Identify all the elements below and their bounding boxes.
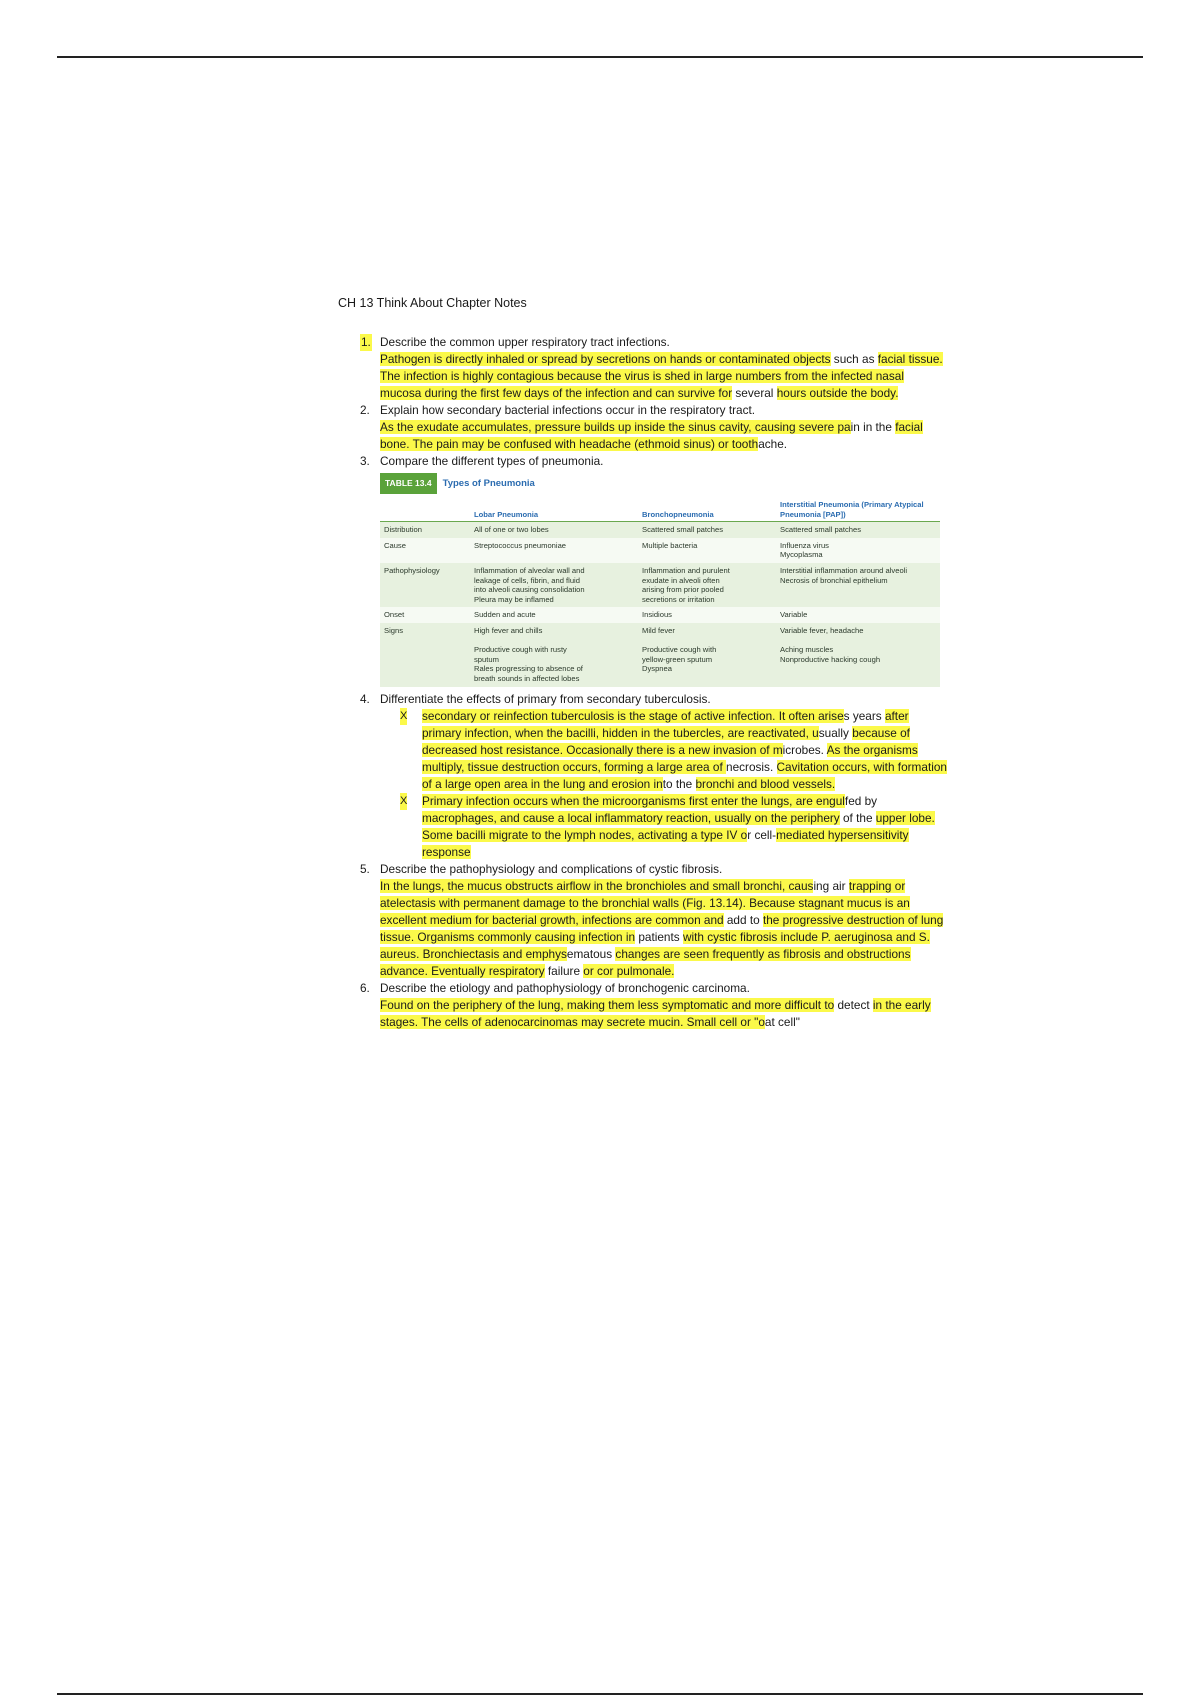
- table-cell-line: secretions or irritation: [642, 594, 715, 604]
- table-cell: [470, 522, 638, 538]
- table-row-label: Distribution: [380, 522, 470, 538]
- answer-plain: r cell-: [747, 827, 777, 842]
- question-number: 3.: [360, 454, 370, 468]
- highlight: Primary infection occurs when the microorganisms first enter the lungs, are engul: [422, 793, 845, 808]
- table-cell-line: High fever and chills: [474, 625, 543, 635]
- highlight: upper lobe. Some bacilli migrate to the lymph nodes, activating a type IV o: [422, 810, 935, 842]
- answer-plain: add to: [723, 912, 763, 927]
- table-cell-line: Rales progressing to absence of: [474, 664, 583, 674]
- table-cell-line: Influenza virus: [780, 540, 829, 550]
- table-cell-line: Interstitial inflammation around alveoli: [780, 565, 908, 575]
- question-number: 1.: [361, 335, 371, 349]
- question-text: Describe the pathophysiology and complications of cystic fibrosis.: [380, 861, 723, 876]
- table-row: [380, 623, 940, 687]
- sub-list: [380, 708, 948, 861]
- table-cell-line: leakage of cells, fibrin, and fluid: [474, 575, 580, 585]
- table-row: [380, 522, 940, 538]
- table-cell: [470, 538, 638, 563]
- question-number: 5.: [360, 861, 370, 876]
- table-cell-line: yellow-green sputum: [642, 654, 713, 664]
- table-cell-line: Nonproductive hacking cough: [780, 654, 881, 664]
- table-cell-line: exudate in alveoli often: [642, 575, 720, 585]
- answer-plain: such as: [830, 352, 878, 366]
- highlight: As the exudate accumulates, pressure builds up inside the sinus cavity, causing severe pa: [380, 420, 851, 434]
- question-number: 4.: [360, 691, 370, 706]
- table-cell-line: Inflammation of alveolar wall and: [474, 565, 585, 575]
- highlight: Pathogen is directly inhaled or spread by secretions on hands or contaminated objects: [380, 352, 831, 366]
- question-text: Differentiate the effects of primary from secondary tuberculosis.: [380, 691, 711, 706]
- table-row: [380, 563, 940, 607]
- table-body: [380, 522, 940, 687]
- question-number: 6.: [360, 980, 370, 995]
- highlight: In the lungs, the mucus obstructs airflow in the bronchioles and small bronchi, caus: [380, 878, 814, 893]
- table-cell-line: into alveoli causing consolidation: [474, 585, 585, 595]
- answer-plain: s years: [843, 708, 885, 723]
- answer-text: [380, 997, 948, 1031]
- table-cell-line: arising from prior pooled: [642, 585, 724, 595]
- highlight: secondary or reinfection tuberculosis is the stage of active infection. It often arise: [422, 708, 844, 723]
- bullet-marker: X: [400, 793, 407, 810]
- answer-plain: icrobes.: [782, 742, 827, 757]
- table-cell: [776, 607, 940, 623]
- table-cell-line: Productive cough with rusty: [474, 645, 567, 655]
- table-cell-line: Necrosis of bronchial epithelium: [780, 575, 888, 585]
- table-cell: [776, 538, 940, 563]
- answer-plain: ing air: [813, 878, 849, 893]
- answer-plain: patients: [635, 929, 683, 944]
- table-row-label: Onset: [380, 607, 470, 623]
- question-text: Describe the common upper respiratory tract infections.: [380, 335, 670, 349]
- table-cell-line: breath sounds in affected lobes: [474, 673, 580, 683]
- highlight: after primary infection, when the bacilli, hidden in the tubercles, are reactivated, u: [422, 708, 909, 740]
- document-page: [338, 296, 948, 1031]
- answer-plain: fed by: [844, 793, 878, 808]
- question-text: Compare the different types of pneumonia.: [380, 454, 604, 468]
- answer-plain: necrosis.: [726, 759, 777, 774]
- table-cell-line: [780, 636, 936, 646]
- highlight: trapping or atelectasis with permanent damage to the bronchial walls (Fig. 13.14). Because stagnant mucus is an excellent medium for bacterial growth, infections are common and: [380, 878, 910, 927]
- table-cell-line: Variable fever, headache: [780, 625, 864, 635]
- table-cell: [638, 607, 776, 623]
- table-cell-line: Productive cough with: [642, 645, 717, 655]
- top-rule: [57, 56, 1143, 58]
- table-header-cell: Lobar Pneumonia: [470, 498, 638, 522]
- highlight: macrophages, and cause a local inflammatory reaction, usually on the periphery: [422, 810, 840, 825]
- page-title: CH 13 Think About Chapter Notes: [338, 296, 527, 310]
- question-text: Explain how secondary bacterial infections occur in the respiratory tract.: [380, 403, 756, 417]
- table-cell-line: Mild fever: [642, 625, 675, 635]
- table-cell-line: sputum: [474, 654, 499, 664]
- table-cell-line: Multiple bacteria: [642, 540, 698, 550]
- question-item-5: [338, 861, 948, 980]
- sub-item: [380, 708, 948, 793]
- answer-plain: failure: [544, 963, 584, 978]
- table-cell: [470, 607, 638, 623]
- table-caption: [380, 473, 940, 494]
- table-header-cell: [380, 498, 470, 522]
- question-item-1: [338, 334, 948, 402]
- table-header-cell: Bronchopneumonia: [638, 498, 776, 522]
- answer-plain: several: [732, 386, 777, 400]
- answer-plain: ematous: [566, 946, 616, 961]
- table-cell: [776, 563, 940, 607]
- table-cell: [638, 538, 776, 563]
- table-cell-line: Scattered small patches: [780, 525, 862, 535]
- answer-text: [380, 878, 948, 980]
- highlight: Cavitation occurs, with formation of a large open area in the lung and erosion in: [422, 759, 947, 791]
- table-cell-line: [642, 636, 772, 646]
- highlight: changes are seen frequently as fibrosis and obstructions advance. Eventually respiratory: [380, 946, 911, 978]
- bottom-rule: [57, 1693, 1143, 1695]
- table-cell-line: Sudden and acute: [474, 610, 536, 620]
- question-item-6: [338, 980, 948, 1031]
- question-item-4: [338, 691, 948, 861]
- question-list: [338, 334, 948, 1031]
- table: [380, 498, 940, 687]
- table-cell-line: [474, 636, 634, 646]
- table-cell: [638, 623, 776, 687]
- table-cell: [470, 563, 638, 607]
- table-row-label: Cause: [380, 538, 470, 563]
- table-header-cell: Interstitial Pneumonia (Primary Atypical Pneumonia [PAP]): [776, 498, 940, 522]
- table-cell-line: Pleura may be inflamed: [474, 594, 554, 604]
- highlight: in the early stages. The cells of adenocarcinomas may secrete mucin. Small cell or "o: [380, 997, 931, 1029]
- table-header-row: [380, 498, 940, 522]
- table-cell-line: Mycoplasma: [780, 550, 823, 560]
- table-cell: [776, 623, 940, 687]
- table-row: [380, 538, 940, 563]
- sub-item: [380, 793, 948, 861]
- table-cell-line: All of one or two lobes: [474, 525, 549, 535]
- table-cell: [776, 522, 940, 538]
- highlight: hours outside the body.: [776, 386, 899, 400]
- highlight: Found on the periphery of the lung, making them less symptomatic and more difficult to: [380, 997, 835, 1012]
- question-text: Describe the etiology and pathophysiology of bronchogenic carcinoma.: [380, 980, 750, 995]
- table-badge: TABLE 13.4: [380, 473, 437, 494]
- highlight: mediated hypersensitivity response: [422, 827, 909, 859]
- answer-text: [380, 419, 948, 453]
- table-cell-line: Inflammation and purulent: [642, 565, 730, 575]
- highlight: facial bone. The pain may be confused with headache (ethmoid sinus) or tooth: [380, 420, 923, 451]
- table-row: [380, 607, 940, 623]
- answer-plain: at cell": [764, 1014, 800, 1029]
- question-number: 2.: [360, 403, 370, 417]
- table-cell-line: Insidious: [642, 610, 672, 620]
- table-cell: [638, 563, 776, 607]
- table-cell-line: Aching muscles: [780, 645, 834, 655]
- answer-plain: of the: [839, 810, 876, 825]
- highlight: bronchi and blood vessels.: [695, 776, 836, 791]
- table-cell: [470, 623, 638, 687]
- table-cell-line: Scattered small patches: [642, 525, 724, 535]
- highlight: because of decreased host resistance. Occasionally there is a new invasion of m: [422, 725, 910, 757]
- answer-plain: ache.: [758, 437, 788, 451]
- highlight: or cor pulmonale.: [583, 963, 675, 978]
- answer-plain: detect: [834, 997, 873, 1012]
- answer-plain: in in the: [850, 420, 896, 434]
- highlight: facial tissue. The infection is highly contagious because the virus is shed in large numbers from the infected nasal mucosa during the first few days of the infection and can survive for: [380, 352, 943, 400]
- highlight: the progressive destruction of lung tissue. Organisms commonly causing infection in: [380, 912, 944, 944]
- question-item-3: [338, 453, 948, 687]
- table-row-label: Pathophysiology: [380, 563, 470, 607]
- table-cell-line: Streptococcus pneumoniae: [474, 540, 567, 550]
- table-cell: [638, 522, 776, 538]
- bullet-marker: X: [400, 708, 407, 725]
- answer-text: [380, 351, 948, 402]
- answer-plain: sually: [818, 725, 853, 740]
- answer-plain: to the: [662, 776, 696, 791]
- highlight: As the organisms multiply, tissue destruction occurs, forming a large area of: [422, 742, 918, 774]
- pneumonia-table: [380, 473, 940, 687]
- table-cell-line: Variable: [780, 610, 808, 620]
- table-cell-line: Dyspnea: [642, 664, 672, 674]
- table-title: Types of Pneumonia: [442, 478, 535, 489]
- question-item-2: [338, 402, 948, 453]
- highlight: with cystic fibrosis include P. aeruginosa and S. aureus. Bronchiectasis and emphys: [380, 929, 930, 961]
- table-row-label: Signs: [380, 623, 470, 687]
